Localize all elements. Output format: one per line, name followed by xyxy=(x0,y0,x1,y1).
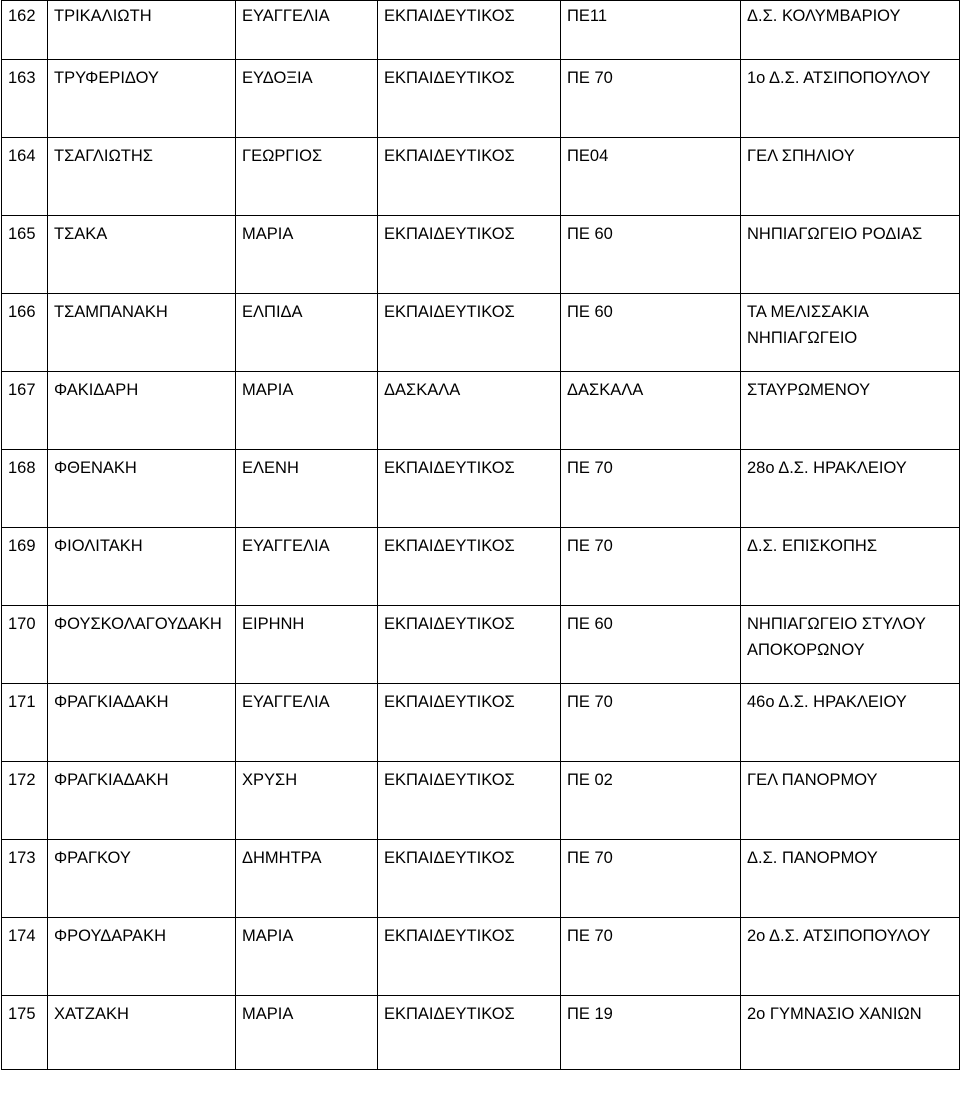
surname-cell: ΦΙΟΛΙΤΑΚΗ xyxy=(48,528,236,606)
role-cell: ΕΚΠΑΙΔΕΥΤΙΚΟΣ xyxy=(378,138,561,216)
role-cell: ΕΚΠΑΙΔΕΥΤΙΚΟΣ xyxy=(378,528,561,606)
table-row xyxy=(2,840,960,918)
table-row xyxy=(2,606,960,684)
school-cell: ΓΕΛ ΠΑΝΟΡΜΟΥ xyxy=(741,762,960,840)
specialty-cell: ΔΑΣΚΑΛΑ xyxy=(561,372,741,450)
row-number: 170 xyxy=(2,606,48,684)
table-row xyxy=(2,996,960,1070)
teachers-table xyxy=(1,0,960,1070)
name-cell: ΜΑΡΙΑ xyxy=(236,996,378,1070)
row-number: 168 xyxy=(2,450,48,528)
specialty-cell: ΠΕ 60 xyxy=(561,606,741,684)
surname-cell: ΦΡΟΥΔΑΡΑΚΗ xyxy=(48,918,236,996)
role-cell: ΕΚΠΑΙΔΕΥΤΙΚΟΣ xyxy=(378,918,561,996)
row-number: 172 xyxy=(2,762,48,840)
specialty-cell: ΠΕ 70 xyxy=(561,450,741,528)
school-cell: 28ο Δ.Σ. ΗΡΑΚΛΕΙΟΥ xyxy=(741,450,960,528)
school-cell: 1ο Δ.Σ. ΑΤΣΙΠΟΠΟΥΛΟΥ xyxy=(741,60,960,138)
role-cell: ΔΑΣΚΑΛΑ xyxy=(378,372,561,450)
name-cell: ΕΛΠΙΔΑ xyxy=(236,294,378,372)
role-cell: ΕΚΠΑΙΔΕΥΤΙΚΟΣ xyxy=(378,840,561,918)
specialty-cell: ΠΕ 19 xyxy=(561,996,741,1070)
name-cell: ΕΥΑΓΓΕΛΙΑ xyxy=(236,1,378,60)
table-row xyxy=(2,528,960,606)
role-cell: ΕΚΠΑΙΔΕΥΤΙΚΟΣ xyxy=(378,762,561,840)
row-number: 175 xyxy=(2,996,48,1070)
name-cell: ΔΗΜΗΤΡΑ xyxy=(236,840,378,918)
name-cell: ΕΛΕΝΗ xyxy=(236,450,378,528)
role-cell: ΕΚΠΑΙΔΕΥΤΙΚΟΣ xyxy=(378,996,561,1070)
school-cell: ΓΕΛ ΣΠΗΛΙΟΥ xyxy=(741,138,960,216)
table-row xyxy=(2,684,960,762)
role-cell: ΕΚΠΑΙΔΕΥΤΙΚΟΣ xyxy=(378,1,561,60)
surname-cell: ΤΣΑΓΛΙΩΤΗΣ xyxy=(48,138,236,216)
surname-cell: ΤΡΥΦΕΡΙΔΟΥ xyxy=(48,60,236,138)
school-cell: Δ.Σ. ΠΑΝΟΡΜΟΥ xyxy=(741,840,960,918)
row-number: 169 xyxy=(2,528,48,606)
school-cell: 2ο Δ.Σ. ΑΤΣΙΠΟΠΟΥΛΟΥ xyxy=(741,918,960,996)
name-cell: ΜΑΡΙΑ xyxy=(236,372,378,450)
row-number: 171 xyxy=(2,684,48,762)
school-cell: 46ο Δ.Σ. ΗΡΑΚΛΕΙΟΥ xyxy=(741,684,960,762)
table-row xyxy=(2,450,960,528)
role-cell: ΕΚΠΑΙΔΕΥΤΙΚΟΣ xyxy=(378,606,561,684)
role-cell: ΕΚΠΑΙΔΕΥΤΙΚΟΣ xyxy=(378,684,561,762)
specialty-cell: ΠΕ 60 xyxy=(561,294,741,372)
name-cell: ΜΑΡΙΑ xyxy=(236,216,378,294)
specialty-cell: ΠΕ 70 xyxy=(561,918,741,996)
school-cell: ΣΤΑΥΡΩΜΕΝΟΥ xyxy=(741,372,960,450)
surname-cell: ΦΡΑΓΚΙΑΔΑΚΗ xyxy=(48,762,236,840)
school-cell: Δ.Σ. ΕΠΙΣΚΟΠΗΣ xyxy=(741,528,960,606)
role-cell: ΕΚΠΑΙΔΕΥΤΙΚΟΣ xyxy=(378,294,561,372)
table-row xyxy=(2,138,960,216)
row-number: 162 xyxy=(2,1,48,60)
specialty-cell: ΠΕ04 xyxy=(561,138,741,216)
name-cell: ΜΑΡΙΑ xyxy=(236,918,378,996)
row-number: 163 xyxy=(2,60,48,138)
specialty-cell: ΠΕ 02 xyxy=(561,762,741,840)
row-number: 167 xyxy=(2,372,48,450)
role-cell: ΕΚΠΑΙΔΕΥΤΙΚΟΣ xyxy=(378,450,561,528)
name-cell: ΕΥΑΓΓΕΛΙΑ xyxy=(236,684,378,762)
row-number: 173 xyxy=(2,840,48,918)
name-cell: ΕΥΔΟΞΙΑ xyxy=(236,60,378,138)
school-cell: ΝΗΠΙΑΓΩΓΕΙΟ ΣΤΥΛΟΥ ΑΠΟΚΟΡΩΝΟΥ xyxy=(741,606,960,684)
table-row xyxy=(2,372,960,450)
table-row xyxy=(2,1,960,60)
specialty-cell: ΠΕ 70 xyxy=(561,684,741,762)
name-cell: ΓΕΩΡΓΙΟΣ xyxy=(236,138,378,216)
table-row xyxy=(2,918,960,996)
surname-cell: ΦΟΥΣΚΟΛΑΓΟΥΔΑΚΗ xyxy=(48,606,236,684)
school-cell: Δ.Σ. ΚΟΛΥΜΒΑΡΙΟΥ xyxy=(741,1,960,60)
surname-cell: ΦΑΚΙΔΑΡΗ xyxy=(48,372,236,450)
row-number: 166 xyxy=(2,294,48,372)
surname-cell: ΦΡΑΓΚΟΥ xyxy=(48,840,236,918)
row-number: 174 xyxy=(2,918,48,996)
role-cell: ΕΚΠΑΙΔΕΥΤΙΚΟΣ xyxy=(378,216,561,294)
table-row xyxy=(2,60,960,138)
school-cell: ΤΑ ΜΕΛΙΣΣΑΚΙΑ ΝΗΠΙΑΓΩΓΕΙΟ xyxy=(741,294,960,372)
specialty-cell: ΠΕ 70 xyxy=(561,840,741,918)
surname-cell: ΧΑΤΖΑΚΗ xyxy=(48,996,236,1070)
surname-cell: ΤΣΑΜΠΑΝΑΚΗ xyxy=(48,294,236,372)
name-cell: ΧΡΥΣΗ xyxy=(236,762,378,840)
school-cell: 2ο ΓΥΜΝΑΣΙΟ ΧΑΝΙΩΝ xyxy=(741,996,960,1070)
surname-cell: ΦΡΑΓΚΙΑΔΑΚΗ xyxy=(48,684,236,762)
table-row xyxy=(2,294,960,372)
table-row xyxy=(2,762,960,840)
surname-cell: ΤΣΑΚΑ xyxy=(48,216,236,294)
table-row xyxy=(2,216,960,294)
specialty-cell: ΠΕ11 xyxy=(561,1,741,60)
school-cell: ΝΗΠΙΑΓΩΓΕΙΟ ΡΟΔΙΑΣ xyxy=(741,216,960,294)
specialty-cell: ΠΕ 60 xyxy=(561,216,741,294)
specialty-cell: ΠΕ 70 xyxy=(561,60,741,138)
role-cell: ΕΚΠΑΙΔΕΥΤΙΚΟΣ xyxy=(378,60,561,138)
specialty-cell: ΠΕ 70 xyxy=(561,528,741,606)
surname-cell: ΦΘΕΝΑΚΗ xyxy=(48,450,236,528)
row-number: 165 xyxy=(2,216,48,294)
name-cell: ΕΙΡΗΝΗ xyxy=(236,606,378,684)
surname-cell: ΤΡΙΚΑΛΙΩΤΗ xyxy=(48,1,236,60)
name-cell: ΕΥΑΓΓΕΛΙΑ xyxy=(236,528,378,606)
row-number: 164 xyxy=(2,138,48,216)
